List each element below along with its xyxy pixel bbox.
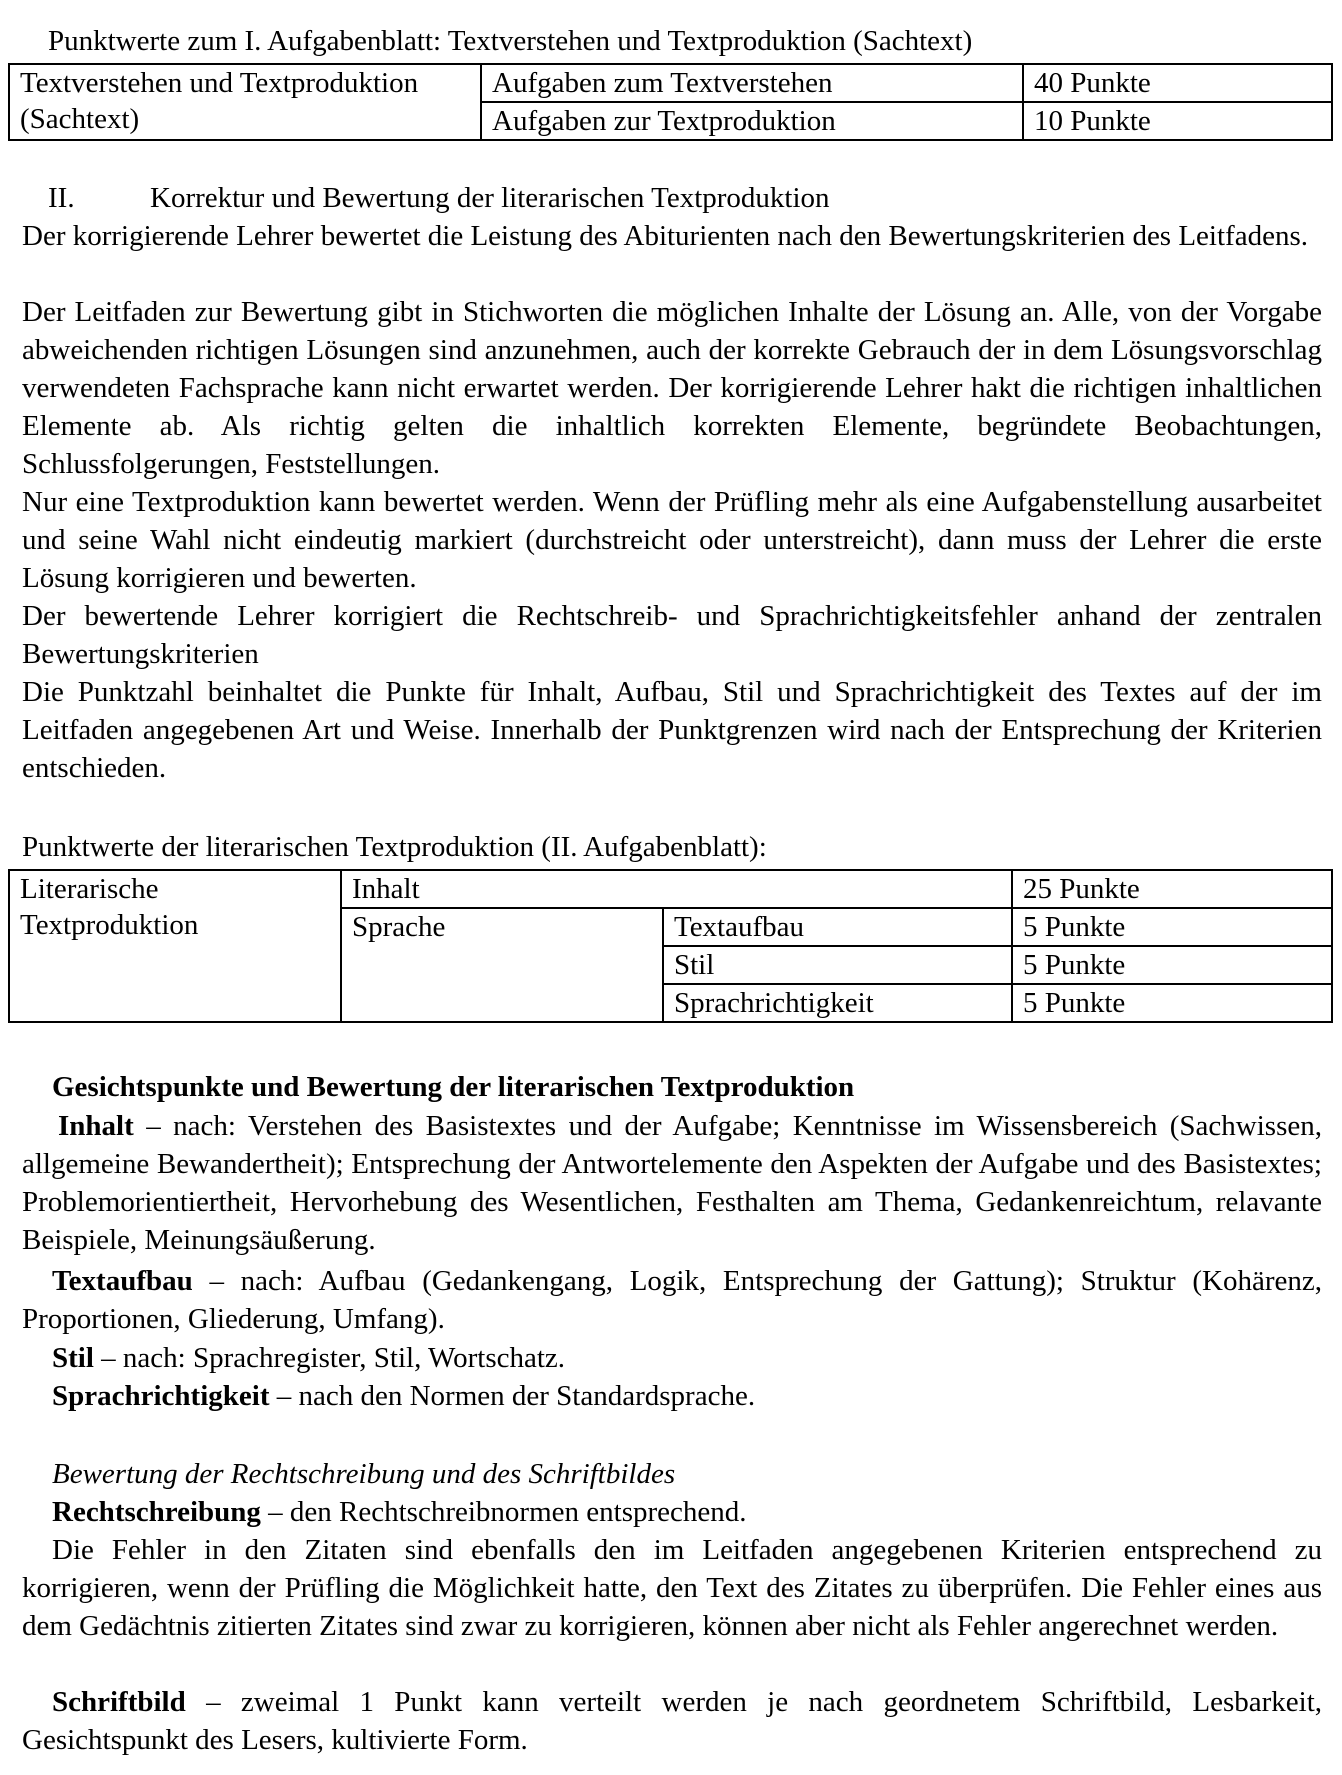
criteria-term: Sprachrichtigkeit	[52, 1380, 270, 1412]
table2-points: 5 Punkte	[1012, 984, 1332, 1022]
table2-sub-label: Sprachrichtigkeit	[663, 984, 1012, 1022]
criteria-text: – nach: Aufbau (Gedankengang, Logik, Entsprechung der Gattung); Struktur (Kohärenz, Proportionen, Gliederung, Umfang).	[22, 1265, 1322, 1335]
paragraph: Der Leitfaden zur Bewertung gibt in Stichworten die möglichen Inhalte der Lösung an. Alle, von der Vorgabe abweichenden richtigen Lösungen sind anzunehmen, auch der korrekte Gebrauch der in dem Lösungsvorschlag verwendeten Fachsprache kann nicht erwartet werden. Der korrigierende Lehrer hakt die richtigen inhaltlichen Elemente ab. Als richtig gelten die inhaltlich korrekten Elemente, begründete Beobachtungen, Schlussfolgerungen, Feststellungen.	[22, 296, 1322, 480]
criteria-item	[22, 1339, 1322, 1377]
spelling-text: – zweimal 1 Punkt kann verteilt werden je nach geordnetem Schriftbild, Lesbarkeit, Gesichtspunkt des Lesers, kultivierte Form.	[22, 1686, 1322, 1756]
table2-sub-label: Textaufbau	[663, 908, 1012, 946]
paragraph: Nur eine Textproduktion kann bewertet werden. Wenn der Prüfling mehr als eine Aufgabenstellung ausarbeitet und seine Wahl nicht eindeutig markiert (durchstreicht oder unterstreicht), dann muss der Lehrer die erste Lösung korrigieren und bewerten.	[22, 486, 1322, 594]
criteria-text: – nach: Sprachregister, Stil, Wortschatz.	[93, 1342, 566, 1374]
table2-points: 25 Punkte	[1012, 870, 1332, 908]
criteria-text: – nach: Verstehen des Basistextes und der Aufgabe; Kenntnisse im Wissensbereich (Sachwissen, allgemeine Bewandertheit); Entsprechung der Antwortelemente den Aspekten der Aufgabe und des Basistextes; Problemorientiertheit, Hervorhebung des Wesentlichen, Festhalten am Thema, Gedankenreichtum, relavante Beispiele, Meinungsäußerung.	[22, 1110, 1322, 1256]
spelling-item	[22, 1683, 1322, 1759]
section-heading: Korrektur und Bewertung der literarischen Textproduktion	[150, 182, 830, 214]
score-table-2	[8, 869, 1333, 1023]
table2-inhalt-label: Inhalt	[341, 870, 1012, 908]
section-number: II.	[48, 182, 75, 214]
table1-points: 10 Punkte	[1023, 102, 1332, 140]
table2-sprache-label: Sprache	[341, 908, 663, 1022]
criteria-term: Inhalt	[58, 1110, 134, 1142]
paragraph: Die Punktzahl beinhaltet die Punkte für Inhalt, Aufbau, Stil und Sprachrichtigkeit des Textes auf der im Leitfaden angegebenen Art und Weise. Innerhalb der Punktgrenzen wird nach der Entsprechung der Kriterien entschieden.	[22, 676, 1322, 784]
table1-points: 40 Punkte	[1023, 64, 1332, 102]
spelling-text: – den Rechtschreibnormen entsprechend.	[260, 1496, 747, 1528]
criteria-term: Stil	[52, 1342, 94, 1374]
criteria-item	[22, 1377, 1322, 1415]
table1-task: Aufgaben zur Textproduktion	[481, 102, 1023, 140]
spelling-term: Rechtschreibung	[52, 1496, 261, 1528]
table2-points: 5 Punkte	[1012, 908, 1332, 946]
table1-task: Aufgaben zum Textverstehen	[481, 64, 1023, 102]
spelling-term: Schriftbild	[52, 1686, 186, 1718]
paragraph: Die Fehler in den Zitaten sind ebenfalls den im Leitfaden angegebenen Kriterien entsprechend zu korrigieren, wenn der Prüfling die Möglichkeit hatte, den Text des Zitates zu überprüfen. Die Fehler eines aus dem Gedächtnis zitierten Zitates sind zwar zu korrigieren, können aber nicht als Fehler angerechnet werden.	[22, 1534, 1322, 1642]
table2-category: Literarische Textproduktion	[9, 870, 341, 1022]
paragraph: Der bewertende Lehrer korrigiert die Rechtschreib- und Sprachrichtigkeitsfehler anhand der zentralen Bewertungskriterien	[22, 600, 1322, 670]
criteria-item	[22, 1107, 1322, 1259]
criteria-text: – nach den Normen der Standardsprache.	[269, 1380, 756, 1412]
spelling-item	[22, 1493, 1322, 1531]
table1-category: Textverstehen und Textproduktion (Sachtext)	[9, 64, 481, 140]
table2-caption: Punktwerte der literarischen Textproduktion (II. Aufgabenblatt):	[22, 831, 767, 863]
score-table-1	[8, 63, 1333, 141]
spelling-heading: Bewertung der Rechtschreibung und des Schriftbildes	[52, 1458, 676, 1490]
paragraph: Der korrigierende Lehrer bewertet die Leistung des Abiturienten nach den Bewertungskriterien des Leitfadens.	[22, 220, 1308, 252]
criteria-term: Textaufbau	[52, 1265, 193, 1297]
table2-sub-label: Stil	[663, 946, 1012, 984]
criteria-heading: Gesichtspunkte und Bewertung der literarischen Textproduktion	[52, 1071, 855, 1103]
table2-points: 5 Punkte	[1012, 946, 1332, 984]
criteria-item	[22, 1262, 1322, 1338]
table1-caption: Punktwerte zum I. Aufgabenblatt: Textverstehen und Textproduktion (Sachtext)	[48, 25, 973, 57]
